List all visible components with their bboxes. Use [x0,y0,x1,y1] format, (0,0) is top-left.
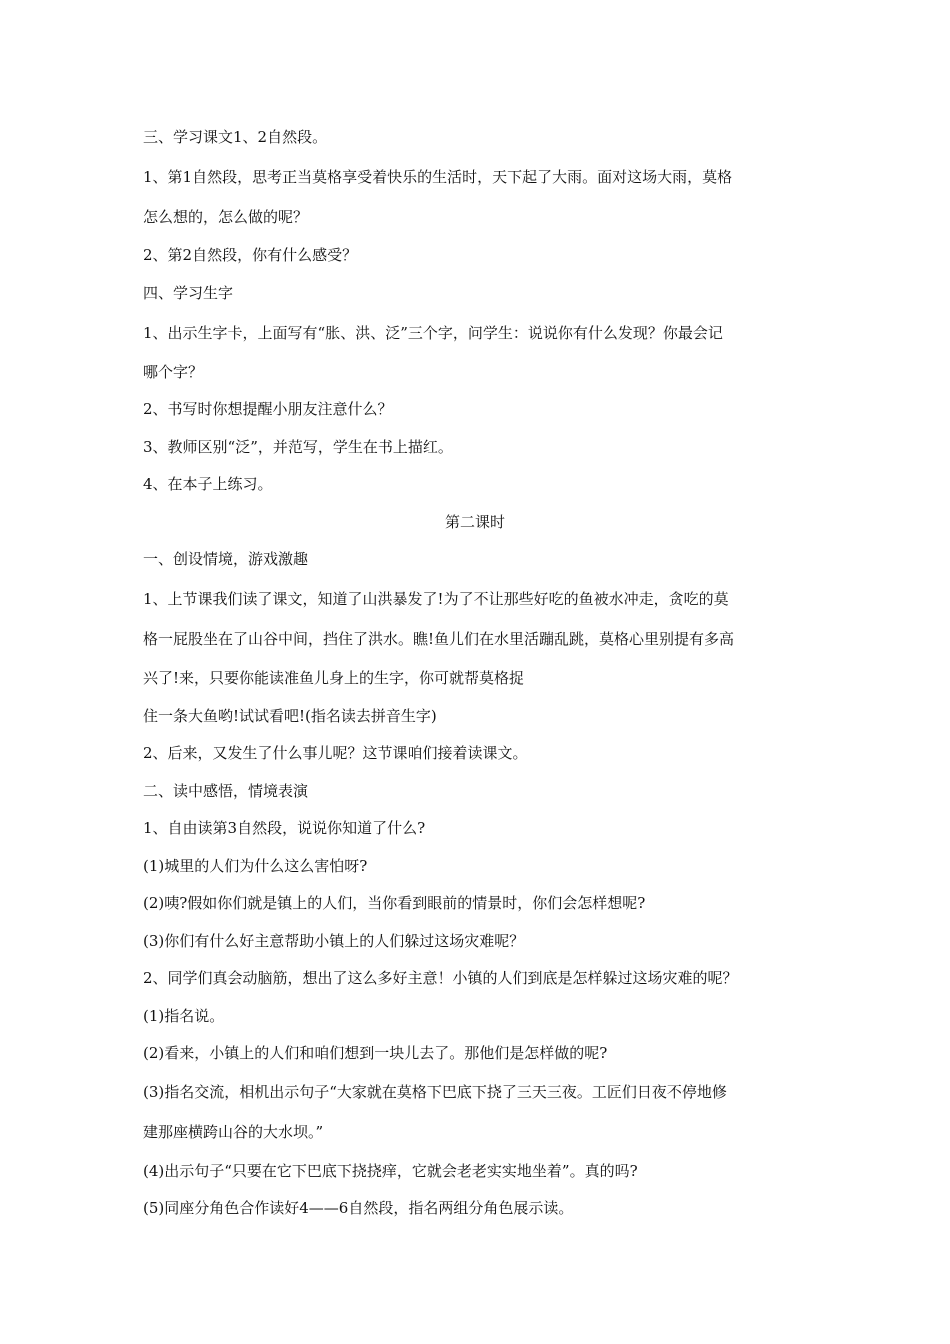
section-heading-2: 二、读中感悟，情境表演 [143,782,309,800]
paragraph-line: (5)同座分角色合作读好4——6自然段，指名两组分角色展示读。 [143,1199,574,1217]
paragraph-line: (1)城里的人们为什么这么害怕呀? [143,857,368,875]
paragraph-line: 2、后来，又发生了什么事儿呢？这节课咱们接着读课文。 [143,744,528,762]
section-heading-4: 四、学习生字 [143,284,234,302]
paragraph-line: 哪个字？ [143,363,204,381]
paragraph-line: 住一条大鱼哟!试试看吧!(指名读去拼音生字) [143,707,437,725]
paragraph-line: 兴了!来，只要你能读准鱼儿身上的生字，你可就帮莫格捉 [143,669,525,687]
section-heading-1: 一、创设情境，游戏激趣 [143,550,309,568]
paragraph-line: 2、同学们真会动脑筋，想出了这么多好主意！小镇的人们到底是怎样躲过这场灾难的呢？ [143,969,738,987]
paragraph-line: 2、书写时你想提醒小朋友注意什么？ [143,400,393,418]
paragraph-line: (3)指名交流，相机出示句子“大家就在莫格下巴底下挠了三天三夜。工匠们日夜不停地修 [143,1083,727,1101]
paragraph-line: 2、第2自然段，你有什么感受？ [143,246,358,264]
paragraph-line: 格一屁股坐在了山谷中间，挡住了洪水。瞧!鱼儿们在水里活蹦乱跳，莫格心里别提有多高 [143,630,735,648]
paragraph-line: 1、上节课我们读了课文，知道了山洪暴发了!为了不让那些好吃的鱼被水冲走，贪吃的莫 [143,590,729,608]
paragraph-line: 4、在本子上练习。 [143,475,273,493]
lesson-title: 第二课时 [444,513,505,531]
section-heading-3: 三、学习课文1、2自然段。 [143,128,328,146]
paragraph-line: (4)出示句子“只要在它下巴底下挠挠痒，它就会老老实实地坐着”。真的吗? [143,1162,638,1180]
paragraph-line: 1、第1自然段，思考正当莫格享受着快乐的生活时，天下起了大雨。面对这场大雨，莫格 [143,168,733,186]
paragraph-line: 建那座横跨山谷的大水坝。” [143,1123,324,1141]
paragraph-line: (3)你们有什么好主意帮助小镇上的人们躲过这场灾难呢？ [143,932,525,950]
paragraph-line: (1)指名说。 [143,1007,225,1025]
paragraph-line: (2)看来，小镇上的人们和咱们想到一块儿去了。那他们是怎样做的呢? [143,1044,608,1062]
paragraph-line: 1、出示生字卡，上面写有“胀、洪、泛”三个字，问学生：说说你有什么发现？你最会记 [143,324,723,342]
paragraph-line: 怎么想的，怎么做的呢？ [143,208,309,226]
paragraph-line: 3、教师区别“泛”，并范写，学生在书上描红。 [143,438,453,456]
paragraph-line: 1、自由读第3自然段，说说你知道了什么? [143,819,426,837]
paragraph-line: (2)咦?假如你们就是镇上的人们，当你看到眼前的情景时，你们会怎样想呢? [143,894,646,912]
